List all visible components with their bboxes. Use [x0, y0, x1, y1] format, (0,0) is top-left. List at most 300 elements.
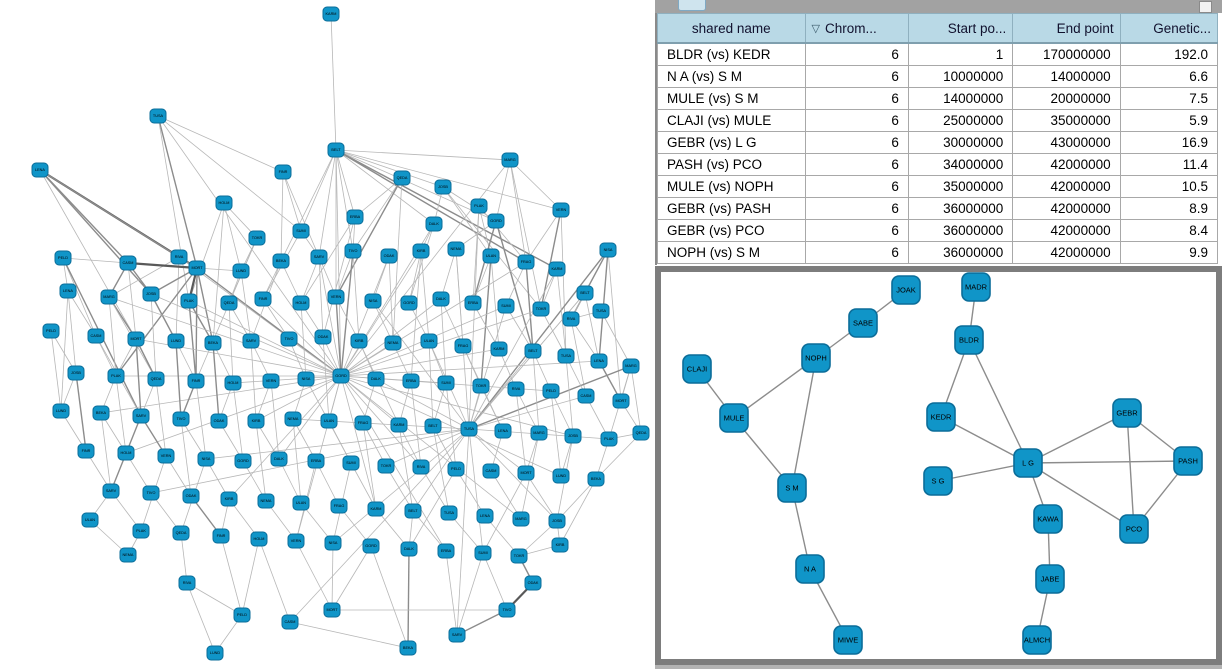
- node-karm[interactable]: [323, 7, 339, 21]
- node-sarv[interactable]: [133, 409, 149, 423]
- node-belt[interactable]: [425, 419, 441, 433]
- table-row[interactable]: [658, 176, 1218, 198]
- node-marg[interactable]: [101, 290, 117, 304]
- edge[interactable]: [293, 419, 469, 429]
- node-qeda[interactable]: [148, 372, 164, 386]
- node-nisa[interactable]: [198, 452, 214, 466]
- node-holm[interactable]: [225, 376, 241, 390]
- node-lund[interactable]: [53, 404, 69, 418]
- edge[interactable]: [283, 172, 301, 231]
- table-row[interactable]: [658, 88, 1218, 110]
- cell-value[interactable]: 10.5: [1120, 176, 1217, 198]
- table-row[interactable]: [658, 154, 1218, 176]
- edge[interactable]: [76, 373, 86, 451]
- node-mort[interactable]: [518, 466, 534, 480]
- filter-icon[interactable]: ▽: [811, 22, 820, 35]
- cell-value[interactable]: 6: [805, 220, 908, 242]
- node-nisa[interactable]: [600, 243, 616, 257]
- node-odak[interactable]: [381, 249, 397, 263]
- node-joak[interactable]: [892, 276, 920, 304]
- node-casm[interactable]: [282, 615, 298, 629]
- cell-value[interactable]: 42000000: [1013, 198, 1120, 220]
- node-kirb[interactable]: [351, 334, 367, 348]
- table-row[interactable]: [658, 66, 1218, 88]
- node-tusa[interactable]: [461, 422, 477, 436]
- edge[interactable]: [510, 160, 561, 210]
- small-network-panel[interactable]: [655, 266, 1222, 665]
- edge[interactable]: [376, 379, 469, 429]
- node-kirb[interactable]: [248, 414, 264, 428]
- node-tokr[interactable]: [473, 379, 489, 393]
- node-odak[interactable]: [211, 414, 227, 428]
- column-header-sharedname[interactable]: [658, 14, 806, 44]
- edge[interactable]: [242, 539, 259, 615]
- edge[interactable]: [101, 413, 111, 491]
- cell-shared-name[interactable]: GEBR (vs) PCO: [658, 220, 806, 242]
- node-ulan[interactable]: [421, 334, 437, 348]
- node-josb[interactable]: [143, 287, 159, 301]
- edge[interactable]: [176, 257, 179, 341]
- node-erba[interactable]: [465, 296, 481, 310]
- edge[interactable]: [40, 170, 136, 339]
- cell-value[interactable]: 36000000: [908, 220, 1012, 242]
- node-beka[interactable]: [588, 472, 604, 486]
- cell-value[interactable]: 25000000: [908, 110, 1012, 132]
- edge[interactable]: [197, 268, 341, 376]
- edge[interactable]: [136, 339, 141, 416]
- cell-value[interactable]: 5.9: [1120, 110, 1217, 132]
- node-mort[interactable]: [324, 603, 340, 617]
- edge[interactable]: [158, 116, 197, 268]
- node-dalk[interactable]: [433, 292, 449, 306]
- cell-value[interactable]: 170000000: [1013, 43, 1120, 66]
- node-dalk[interactable]: [271, 452, 287, 466]
- edge[interactable]: [319, 150, 336, 257]
- edge[interactable]: [136, 339, 341, 376]
- node-lund[interactable]: [553, 469, 569, 483]
- node-erba[interactable]: [308, 454, 324, 468]
- node-nisa[interactable]: [298, 372, 314, 386]
- node-sarv[interactable]: [449, 628, 465, 642]
- edge[interactable]: [969, 340, 1028, 463]
- node-dalk[interactable]: [426, 217, 442, 231]
- node-nema[interactable]: [385, 336, 401, 350]
- table-row[interactable]: [658, 198, 1218, 220]
- table-row[interactable]: [658, 242, 1218, 264]
- node-josb[interactable]: [549, 514, 565, 528]
- node-josb[interactable]: [435, 180, 451, 194]
- edge[interactable]: [510, 160, 526, 262]
- edge[interactable]: [331, 14, 336, 150]
- node-casm[interactable]: [120, 256, 136, 270]
- node-tusa[interactable]: [558, 349, 574, 363]
- edge[interactable]: [469, 206, 479, 429]
- edge[interactable]: [229, 303, 233, 383]
- node-lund[interactable]: [207, 646, 223, 660]
- node-holm[interactable]: [118, 446, 134, 460]
- node-riva[interactable]: [171, 250, 187, 264]
- cell-value[interactable]: 8.9: [1120, 198, 1217, 220]
- cell-value[interactable]: 6: [805, 154, 908, 176]
- node-lena[interactable]: [32, 163, 48, 177]
- edge[interactable]: [187, 583, 242, 615]
- edge[interactable]: [196, 381, 206, 459]
- edge[interactable]: [1028, 461, 1188, 463]
- node-finr[interactable]: [255, 292, 271, 306]
- edge[interactable]: [213, 343, 219, 421]
- node-sumi[interactable]: [343, 456, 359, 470]
- edge[interactable]: [446, 383, 456, 469]
- node-erba[interactable]: [438, 544, 454, 558]
- node-finr[interactable]: [275, 165, 291, 179]
- cell-value[interactable]: 42000000: [1013, 220, 1120, 242]
- node-nema[interactable]: [258, 494, 274, 508]
- node-kedr[interactable]: [927, 403, 955, 431]
- node-casm[interactable]: [483, 464, 499, 478]
- edge[interactable]: [408, 549, 409, 648]
- node-sarv[interactable]: [311, 250, 327, 264]
- cell-value[interactable]: 14000000: [908, 88, 1012, 110]
- node-peld[interactable]: [448, 462, 464, 476]
- node-karm[interactable]: [368, 502, 384, 516]
- edge[interactable]: [631, 366, 641, 433]
- node-frag[interactable]: [518, 255, 534, 269]
- node-riva[interactable]: [179, 576, 195, 590]
- node-tivo[interactable]: [281, 332, 297, 346]
- cell-value[interactable]: 34000000: [908, 154, 1012, 176]
- node-gord[interactable]: [401, 296, 417, 310]
- node-lund[interactable]: [233, 264, 249, 278]
- node-nema[interactable]: [448, 242, 464, 256]
- node-tokr[interactable]: [378, 459, 394, 473]
- edge[interactable]: [116, 268, 197, 376]
- cell-value[interactable]: 6: [805, 132, 908, 154]
- edge[interactable]: [446, 551, 457, 635]
- edge[interactable]: [353, 251, 359, 341]
- node-belt[interactable]: [577, 286, 593, 300]
- cell-shared-name[interactable]: BLDR (vs) KEDR: [658, 43, 806, 66]
- node-tivo[interactable]: [173, 412, 189, 426]
- table-row[interactable]: [658, 220, 1218, 242]
- edge[interactable]: [483, 553, 507, 610]
- edge[interactable]: [792, 358, 816, 488]
- node-riva[interactable]: [508, 382, 524, 396]
- edge[interactable]: [1028, 413, 1127, 463]
- cell-value[interactable]: 6: [805, 43, 908, 66]
- edge[interactable]: [336, 150, 557, 269]
- node-holm[interactable]: [251, 532, 267, 546]
- node-peld[interactable]: [234, 608, 250, 622]
- edge[interactable]: [176, 341, 181, 419]
- edge[interactable]: [608, 250, 621, 401]
- node-ulan[interactable]: [293, 496, 309, 510]
- node-beka[interactable]: [93, 406, 109, 420]
- node-nema[interactable]: [120, 548, 136, 562]
- node-plak[interactable]: [108, 369, 124, 383]
- edge[interactable]: [233, 383, 243, 461]
- column-header-startpo[interactable]: [908, 14, 1012, 44]
- node-lena[interactable]: [60, 284, 76, 298]
- node-nema[interactable]: [285, 412, 301, 426]
- cell-value[interactable]: 7.5: [1120, 88, 1217, 110]
- edge[interactable]: [116, 376, 126, 453]
- node-qeda[interactable]: [173, 526, 189, 540]
- node-frag[interactable]: [455, 339, 471, 353]
- edge[interactable]: [332, 543, 333, 610]
- node-dalk[interactable]: [401, 542, 417, 556]
- node-kirb[interactable]: [552, 538, 568, 552]
- edge[interactable]: [301, 150, 336, 231]
- scrollbar-corner[interactable]: [1199, 1, 1212, 13]
- node-s-g[interactable]: [924, 467, 952, 495]
- node-gord[interactable]: [235, 454, 251, 468]
- node-sumi[interactable]: [475, 546, 491, 560]
- node-tokr[interactable]: [249, 231, 265, 245]
- node-almch[interactable]: [1023, 626, 1051, 654]
- edge[interactable]: [371, 546, 408, 648]
- node-plak[interactable]: [471, 199, 487, 213]
- node-riva[interactable]: [563, 312, 579, 326]
- node-vern[interactable]: [263, 374, 279, 388]
- cell-value[interactable]: 11.4: [1120, 154, 1217, 176]
- cell-shared-name[interactable]: MULE (vs) S M: [658, 88, 806, 110]
- edge[interactable]: [156, 379, 166, 456]
- edge[interactable]: [158, 116, 283, 172]
- cell-value[interactable]: 6: [805, 66, 908, 88]
- node-casm[interactable]: [578, 389, 594, 403]
- edge[interactable]: [40, 170, 151, 294]
- node-frag[interactable]: [355, 416, 371, 430]
- node-odak[interactable]: [315, 330, 331, 344]
- node-belt[interactable]: [328, 143, 344, 157]
- node-gord[interactable]: [363, 539, 379, 553]
- cell-value[interactable]: 30000000: [908, 132, 1012, 154]
- node-karm[interactable]: [391, 418, 407, 432]
- node-karm[interactable]: [549, 262, 565, 276]
- edge[interactable]: [224, 203, 241, 271]
- node-belt[interactable]: [405, 504, 421, 518]
- node-tusa[interactable]: [441, 506, 457, 520]
- node-gord[interactable]: [488, 214, 504, 228]
- cell-shared-name[interactable]: GEBR (vs) PASH: [658, 198, 806, 220]
- cell-value[interactable]: 42000000: [1013, 176, 1120, 198]
- node-josb[interactable]: [565, 429, 581, 443]
- node-miwe[interactable]: [834, 626, 862, 654]
- edge[interactable]: [1127, 413, 1134, 529]
- edge[interactable]: [516, 389, 526, 473]
- node-claji[interactable]: [683, 355, 711, 383]
- node-riva[interactable]: [413, 460, 429, 474]
- node-plak[interactable]: [133, 524, 149, 538]
- node-kirb[interactable]: [221, 492, 237, 506]
- node-vern[interactable]: [553, 203, 569, 217]
- node-jabe[interactable]: [1036, 565, 1064, 593]
- column-header-chrom[interactable]: [805, 14, 908, 44]
- column-header-genetic[interactable]: [1120, 14, 1217, 44]
- node-l-g[interactable]: [1014, 449, 1042, 477]
- node-finr[interactable]: [213, 529, 229, 543]
- node-vern[interactable]: [288, 534, 304, 548]
- cell-value[interactable]: 6: [805, 110, 908, 132]
- node-odak[interactable]: [183, 489, 199, 503]
- edge[interactable]: [221, 536, 242, 615]
- node-mule[interactable]: [720, 404, 748, 432]
- node-josb[interactable]: [68, 366, 84, 380]
- edge[interactable]: [296, 541, 332, 610]
- node-tusa[interactable]: [150, 109, 166, 123]
- edge[interactable]: [429, 341, 433, 426]
- node-casm[interactable]: [88, 329, 104, 343]
- edge[interactable]: [341, 251, 421, 376]
- node-dalk[interactable]: [368, 372, 384, 386]
- node-vern[interactable]: [328, 290, 344, 304]
- edge[interactable]: [213, 203, 224, 343]
- cell-value[interactable]: 10000000: [908, 66, 1012, 88]
- node-ulan[interactable]: [321, 414, 337, 428]
- node-karm[interactable]: [491, 342, 507, 356]
- node-pco[interactable]: [1120, 515, 1148, 543]
- cell-value[interactable]: 42000000: [1013, 242, 1120, 264]
- node-madr[interactable]: [962, 273, 990, 301]
- cell-value[interactable]: 14000000: [1013, 66, 1120, 88]
- node-qeda[interactable]: [221, 296, 237, 310]
- node-belt[interactable]: [525, 344, 541, 358]
- edge[interactable]: [68, 291, 76, 373]
- edge[interactable]: [151, 294, 156, 379]
- edge[interactable]: [333, 429, 469, 543]
- edge[interactable]: [469, 429, 483, 553]
- node-tokr[interactable]: [533, 302, 549, 316]
- cell-value[interactable]: 35000000: [1013, 110, 1120, 132]
- cell-value[interactable]: 192.0: [1120, 43, 1217, 66]
- edge[interactable]: [61, 291, 68, 411]
- node-tusa[interactable]: [593, 304, 609, 318]
- node-noph[interactable]: [802, 344, 830, 372]
- node-tivo[interactable]: [345, 244, 361, 258]
- edge[interactable]: [196, 268, 197, 381]
- cell-value[interactable]: 20000000: [1013, 88, 1120, 110]
- node-kirb[interactable]: [413, 244, 429, 258]
- table-row[interactable]: [658, 110, 1218, 132]
- node-peld[interactable]: [543, 384, 559, 398]
- node-tivo[interactable]: [499, 603, 515, 617]
- cell-value[interactable]: 16.9: [1120, 132, 1217, 154]
- node-marg[interactable]: [502, 153, 518, 167]
- table-row[interactable]: [658, 132, 1218, 154]
- edge[interactable]: [469, 269, 557, 429]
- cell-shared-name[interactable]: NOPH (vs) S M: [658, 242, 806, 264]
- node-peld[interactable]: [55, 251, 71, 265]
- node-sarv[interactable]: [243, 334, 259, 348]
- node-mort[interactable]: [128, 332, 144, 346]
- node-lund[interactable]: [168, 334, 184, 348]
- node-sumi[interactable]: [498, 299, 514, 313]
- table-row[interactable]: [658, 43, 1218, 66]
- edge[interactable]: [341, 262, 526, 376]
- node-plak[interactable]: [181, 294, 197, 308]
- edge[interactable]: [373, 301, 469, 429]
- edge[interactable]: [256, 421, 266, 501]
- node-holm[interactable]: [216, 196, 232, 210]
- node-qeda[interactable]: [633, 426, 649, 440]
- cell-value[interactable]: 35000000: [908, 176, 1012, 198]
- node-kawa[interactable]: [1034, 505, 1062, 533]
- node-n-a[interactable]: [796, 555, 824, 583]
- cell-value[interactable]: 6.6: [1120, 66, 1217, 88]
- edge[interactable]: [158, 116, 189, 301]
- node-mort[interactable]: [189, 261, 205, 275]
- cell-value[interactable]: 43000000: [1013, 132, 1120, 154]
- edge[interactable]: [259, 539, 290, 622]
- cell-value[interactable]: 1: [908, 43, 1012, 66]
- cell-value[interactable]: 9.9: [1120, 242, 1217, 264]
- cell-value[interactable]: 6: [805, 88, 908, 110]
- edge[interactable]: [290, 622, 408, 648]
- node-nisa[interactable]: [325, 536, 341, 550]
- cell-shared-name[interactable]: PASH (vs) PCO: [658, 154, 806, 176]
- node-lena[interactable]: [477, 509, 493, 523]
- node-peld[interactable]: [43, 324, 59, 338]
- node-pash[interactable]: [1174, 447, 1202, 475]
- node-marg[interactable]: [623, 359, 639, 373]
- cell-shared-name[interactable]: MULE (vs) NOPH: [658, 176, 806, 198]
- node-finr[interactable]: [78, 444, 94, 458]
- edge[interactable]: [481, 256, 491, 386]
- node-odak[interactable]: [525, 576, 541, 590]
- node-gebr[interactable]: [1113, 399, 1141, 427]
- edge[interactable]: [187, 583, 215, 653]
- edge[interactable]: [63, 258, 128, 263]
- node-sumi[interactable]: [293, 224, 309, 238]
- node-plak[interactable]: [601, 432, 617, 446]
- node-gord[interactable]: [333, 369, 349, 383]
- node-marg[interactable]: [531, 426, 547, 440]
- cell-value[interactable]: 36000000: [908, 198, 1012, 220]
- node-marg[interactable]: [513, 512, 529, 526]
- column-header-endpoint[interactable]: [1013, 14, 1120, 44]
- edge[interactable]: [336, 150, 510, 160]
- node-nisa[interactable]: [365, 294, 381, 308]
- node-lena[interactable]: [591, 354, 607, 368]
- node-beka[interactable]: [400, 641, 416, 655]
- cell-shared-name[interactable]: CLAJI (vs) MULE: [658, 110, 806, 132]
- node-mort[interactable]: [613, 394, 629, 408]
- edge[interactable]: [51, 331, 61, 411]
- edge[interactable]: [336, 178, 402, 297]
- node-bldr[interactable]: [955, 326, 983, 354]
- cell-value[interactable]: 6: [805, 198, 908, 220]
- edge[interactable]: [469, 429, 557, 521]
- node-lena[interactable]: [495, 424, 511, 438]
- cell-value[interactable]: 8.4: [1120, 220, 1217, 242]
- node-beka[interactable]: [273, 254, 289, 268]
- cell-value[interactable]: 6: [805, 176, 908, 198]
- node-tokr[interactable]: [511, 549, 527, 563]
- node-erba[interactable]: [403, 374, 419, 388]
- edge[interactable]: [283, 172, 336, 297]
- cell-value[interactable]: 6: [805, 242, 908, 264]
- node-qeda[interactable]: [394, 171, 410, 185]
- edge[interactable]: [341, 251, 353, 376]
- node-sarv[interactable]: [103, 484, 119, 498]
- node-beka[interactable]: [205, 336, 221, 350]
- cell-value[interactable]: 42000000: [1013, 154, 1120, 176]
- edge[interactable]: [251, 341, 256, 421]
- node-sumi[interactable]: [438, 376, 454, 390]
- node-finr[interactable]: [188, 374, 204, 388]
- node-erba[interactable]: [347, 210, 363, 224]
- cell-shared-name[interactable]: GEBR (vs) L G: [658, 132, 806, 154]
